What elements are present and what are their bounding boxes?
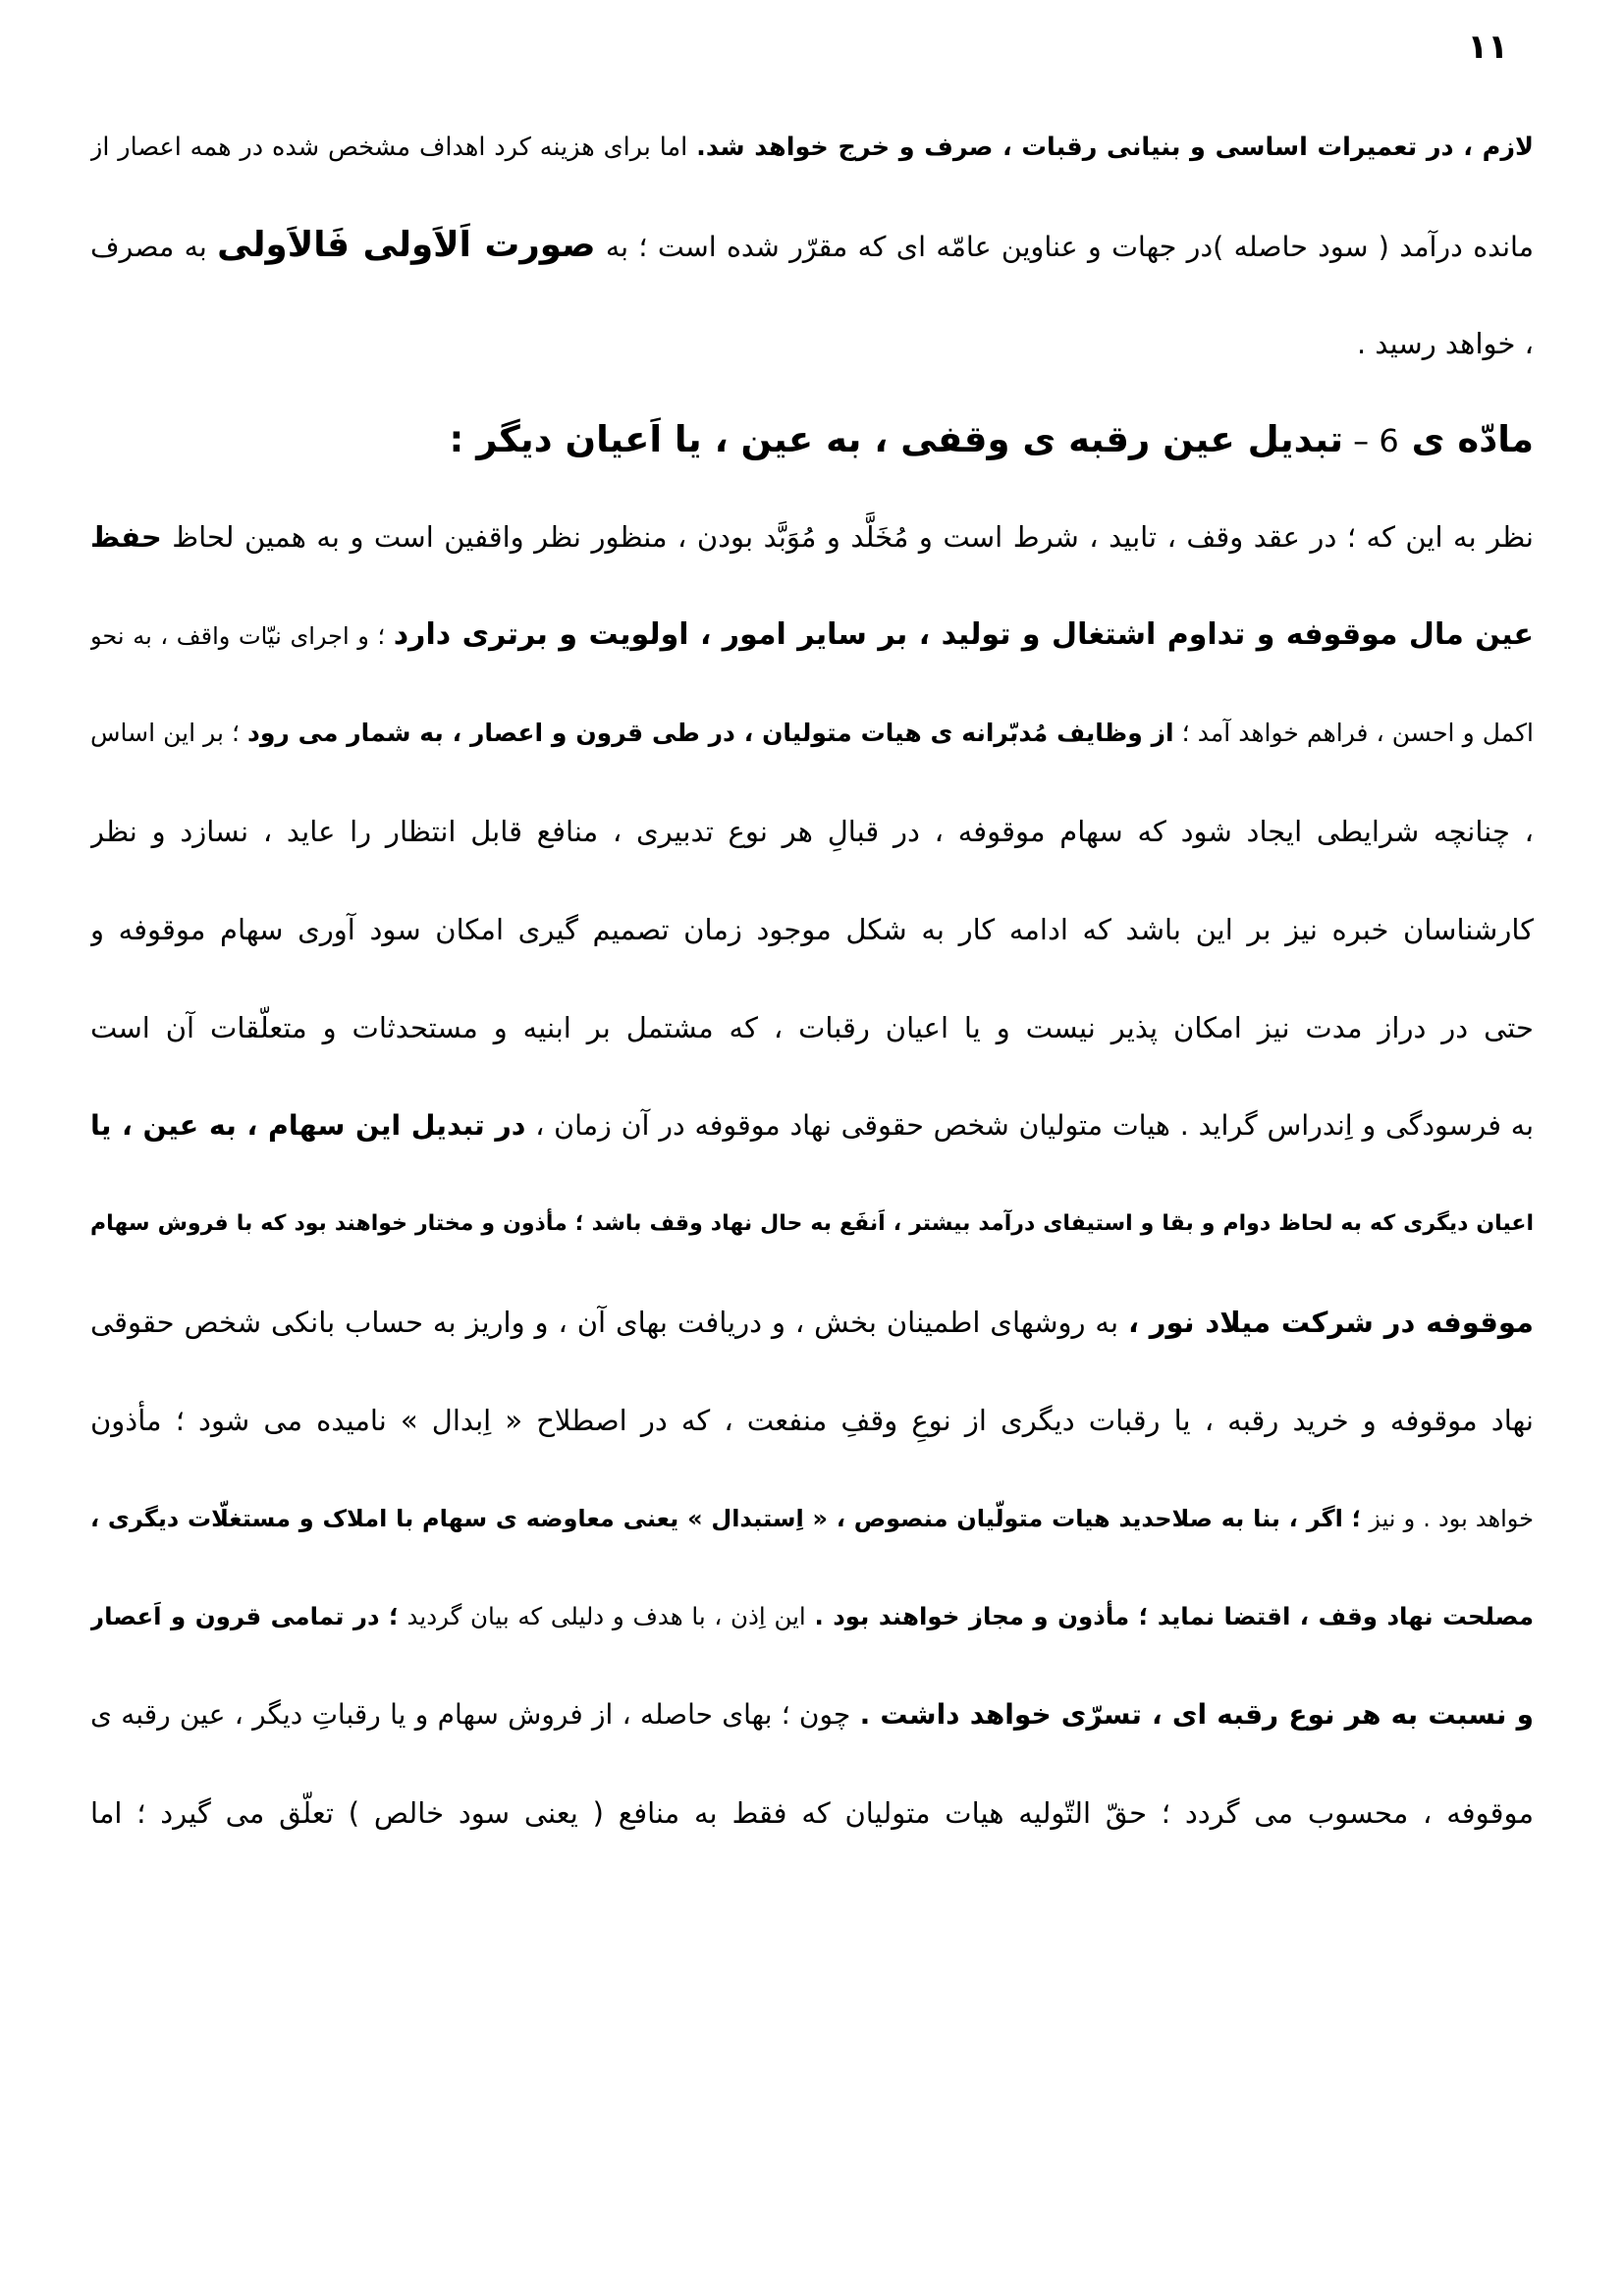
text-line: موقوفه در شرکت میلاد نور ، به روشهای اطمینان بخش ، و دریافت بهای آن ، و واریز به حساب بانکی شخص حقوقی <box>90 1306 1534 1339</box>
text-line: موقوفه ، محسوب می گردد ؛ حقّ التّولیه هیات متولیان که فقط به منافع ( یعنی سود خالص ) تعلّق می گیرد ؛ اما <box>90 1796 1534 1830</box>
text-line: نهاد موقوفه و خرید رقبه ، یا رقبات دیگری از نوعِ وقفِ منفعت ، که در اصطلاح « اِبدال » نامیده می شود ؛ مأذون <box>90 1404 1534 1437</box>
paragraph-continuation <box>90 98 1534 393</box>
text-line: اعیان دیگری که به لحاظ دوام و بقا و استیفای درآمد بیشتر ، اَنفَع به حال نهاد وقف باشد ؛ مأذون و مختار خواهند بود که با فروش سهام <box>90 1211 1534 1236</box>
text-line: ، خواهد رسید . <box>1357 327 1534 360</box>
article-heading: مادّه ی 6 – تبدیل عین رقبه ی وقفی ، به عین ، یا اَعیان دیگر : <box>449 418 1534 460</box>
paragraph-body <box>90 488 1534 1862</box>
page-number: ۱۱ <box>1467 27 1508 67</box>
text-line: به فرسودگی و اِندراس گراید . هیات متولیان شخص حقوقی نهاد موقوفه در آن زمان ، در تبدیل این سهام ، به عین ، یا <box>90 1109 1534 1142</box>
text-line: کارشناسان خبره نیز بر این باشد که ادامه کار به شکل موجود زمان تصمیم گیری امکان سود آوری سهام موقوفه و <box>90 913 1534 946</box>
text-line: عین مال موقوفه و تداوم اشتغال و تولید ، بر سایر امور ، اولویت و برتری دارد ؛ و اجرای نیّات واقف ، به نحو <box>90 617 1534 652</box>
text-line: اکمل و احسن ، فراهم خواهد آمد ؛ از وظایف مُدبّرانه ی هیات متولیان ، در طی قرون و اعصار ، به شمار می رود ؛ بر این اساس <box>90 719 1534 747</box>
text-line: مصلحت نهاد وقف ، اقتضا نماید ؛ مأذون و مجاز خواهند بود . این اِذن ، با هدف و دلیلی که بیان گردید ؛ در تمامی قرون و اَعصار <box>90 1602 1534 1630</box>
text-line: نظر به این که ؛ در عقد وقف ، تابید ، شرط است و مُخَلَّد و مُوَبَّد بودن ، منظور نظر واقفین است و به همین لحاظ حفظ <box>90 520 1534 554</box>
text-line: و نسبت به هر نوع رقبه ای ، تسرّی خواهد داشت . چون ؛ بهای حاصله ، از فروش سهام و یا رقباتِ دیگر ، عین رقبه ی <box>90 1698 1534 1731</box>
text-line: مانده درآمد ( سود حاصله )در جهات و عناوین عامّه ای که مقرّر شده است ؛ به صورت اَلاَولی فَالاَولی به مصرف <box>90 225 1534 265</box>
text-line: حتی در دراز مدت نیز امکان پذیر نیست و یا اعیان رقبات ، که مشتمل بر ابنیه و مستحدثات و متعلّقات آن است <box>90 1011 1534 1044</box>
text-line: لازم ، در تعمیرات اساسی و بنیانی رقبات ، صرف و خرج خواهد شد. اما برای هزینه کرد اهداف مشخص شده در همه اعصار از <box>90 133 1534 162</box>
text-line: خواهد بود . و نیز ؛ اگر ، بنا به صلاحدید هیات متولّیان منصوص ، « اِستبدال » یعنی معاوضه ی سهام با املاک و مستغلّات دیگری ، <box>90 1505 1534 1532</box>
text-line: ، چنانچه شرایطی ایجاد شود که سهام موقوفه ، در قبالِ هر نوع تدبیری ، منافع قابل انتظار را عاید ، نسازد و نظر <box>90 815 1534 848</box>
